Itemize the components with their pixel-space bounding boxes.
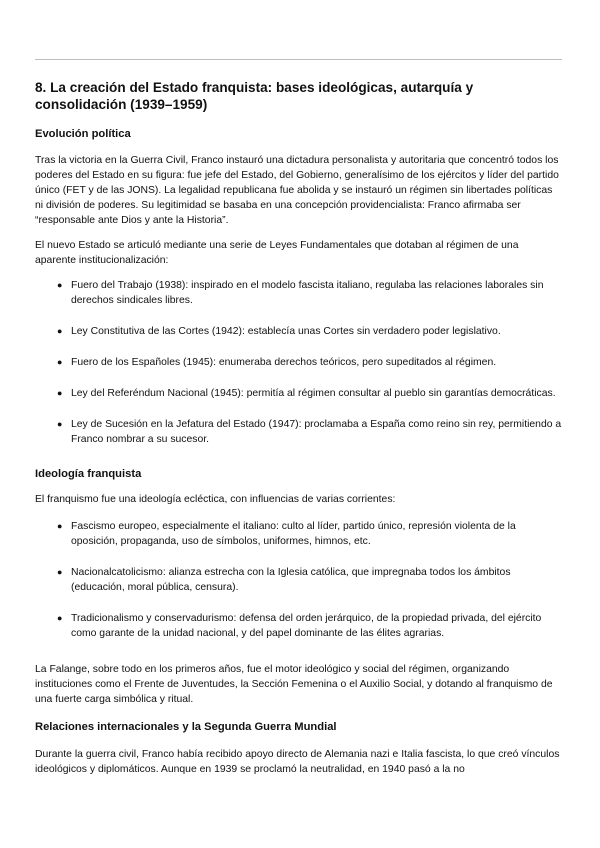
list-item-text: Ley Constitutiva de las Cortes (1942): establecía unas Cortes sin verdadero poder legislativo.: [71, 326, 501, 337]
paragraph-relaciones-1: Durante la guerra civil, Franco había recibido apoyo directo de Alemania nazi e Italia fascista, lo que creó vínculos ideológicos y diplomáticos. Aunque en 1939 se proclamó la neutralidad, en 1940 pasó a la no: [35, 749, 560, 775]
section-title: 8. La creación del Estado franquista: bases ideológicas, autarquía y consolidación (1939–1959): [35, 80, 474, 112]
list-item: [35, 611, 562, 641]
list-item: [35, 519, 562, 549]
list-item-text: Fuero de los Españoles (1945): enumeraba derechos teóricos, pero supeditados al régimen.: [71, 357, 497, 368]
corrientes-list: [35, 519, 562, 657]
list-item: [35, 355, 562, 370]
top-divider: [35, 59, 562, 60]
heading-ideologia-franquista: Ideología franquista: [35, 468, 142, 480]
paragraph-evolucion-2: El nuevo Estado se articuló mediante una serie de Leyes Fundamentales que dotaban al régimen de una aparente institucionalización:: [35, 240, 519, 266]
paragraph-falange: La Falange, sobre todo en los primeros años, fue el motor ideológico y social del régimen, organizando instituciones como el Frente de Juventudes, la Sección Femenina o el Auxilio Social, y dotando al franquismo de una fuerte carga simbólica y ritual.: [35, 664, 553, 705]
bullet-icon: ●: [57, 613, 63, 623]
bullet-icon: ●: [57, 521, 63, 531]
bullet-icon: ●: [57, 280, 63, 290]
list-item-text: Ley del Referéndum Nacional (1945): permitía al régimen consultar al pueblo sin garantías democráticas.: [71, 388, 556, 399]
paragraph-evolucion-1: Tras la victoria en la Guerra Civil, Franco instauró una dictadura personalista y autoritaria que concentró todos los poderes del Estado en su figura: fue jefe del Estado, del Gobierno, generalísimo de los ejércitos y líder del partido único (FET y de las JONS). La legalidad republicana fue abolida y se instauró un régimen sin libertades políticas ni división de poderes. Su legitimidad se basaba en una concepción providencialista: Franco afirmaba ser “responsable ante Dios y ante la Historia”.: [35, 155, 559, 226]
list-item: [35, 565, 562, 595]
list-item: [35, 386, 562, 401]
list-item-text: Fascismo europeo, especialmente el italiano: culto al líder, partido único, represión violenta de la oposición, propaganda, uso de símbolos, uniformes, himnos, etc.: [71, 521, 516, 547]
list-item: [35, 324, 562, 339]
list-item: [35, 278, 562, 308]
bullet-icon: ●: [57, 326, 63, 336]
list-item-text: Nacionalcatolicismo: alianza estrecha con la Iglesia católica, que impregnaba todos los ámbitos (educación, moral pública, censura).: [71, 567, 511, 593]
heading-relaciones-internacionales: Relaciones internacionales y la Segunda Guerra Mundial: [35, 721, 337, 733]
bullet-icon: ●: [57, 567, 63, 577]
bullet-icon: ●: [57, 357, 63, 367]
bullet-icon: ●: [57, 419, 63, 429]
paragraph-ideologia-1: El franquismo fue una ideología ecléctica, con influencias de varias corrientes:: [35, 494, 396, 505]
list-item-text: Fuero del Trabajo (1938): inspirado en el modelo fascista italiano, regulaba las relaciones laborales sin derechos sindicales libres.: [71, 280, 544, 306]
bullet-icon: ●: [57, 388, 63, 398]
list-item: [35, 417, 562, 447]
leyes-fundamentales-list: [35, 278, 562, 463]
list-item-text: Ley de Sucesión en la Jefatura del Estado (1947): proclamaba a España como reino sin rey, permitiendo a Franco nombrar a su sucesor.: [71, 419, 562, 445]
heading-evolucion-politica: Evolución política: [35, 128, 131, 140]
list-item-text: Tradicionalismo y conservadurismo: defensa del orden jerárquico, de la propiedad privada, del ejército como garante de la unidad nacional, y del papel dominante de las élites agrarias.: [71, 613, 542, 639]
